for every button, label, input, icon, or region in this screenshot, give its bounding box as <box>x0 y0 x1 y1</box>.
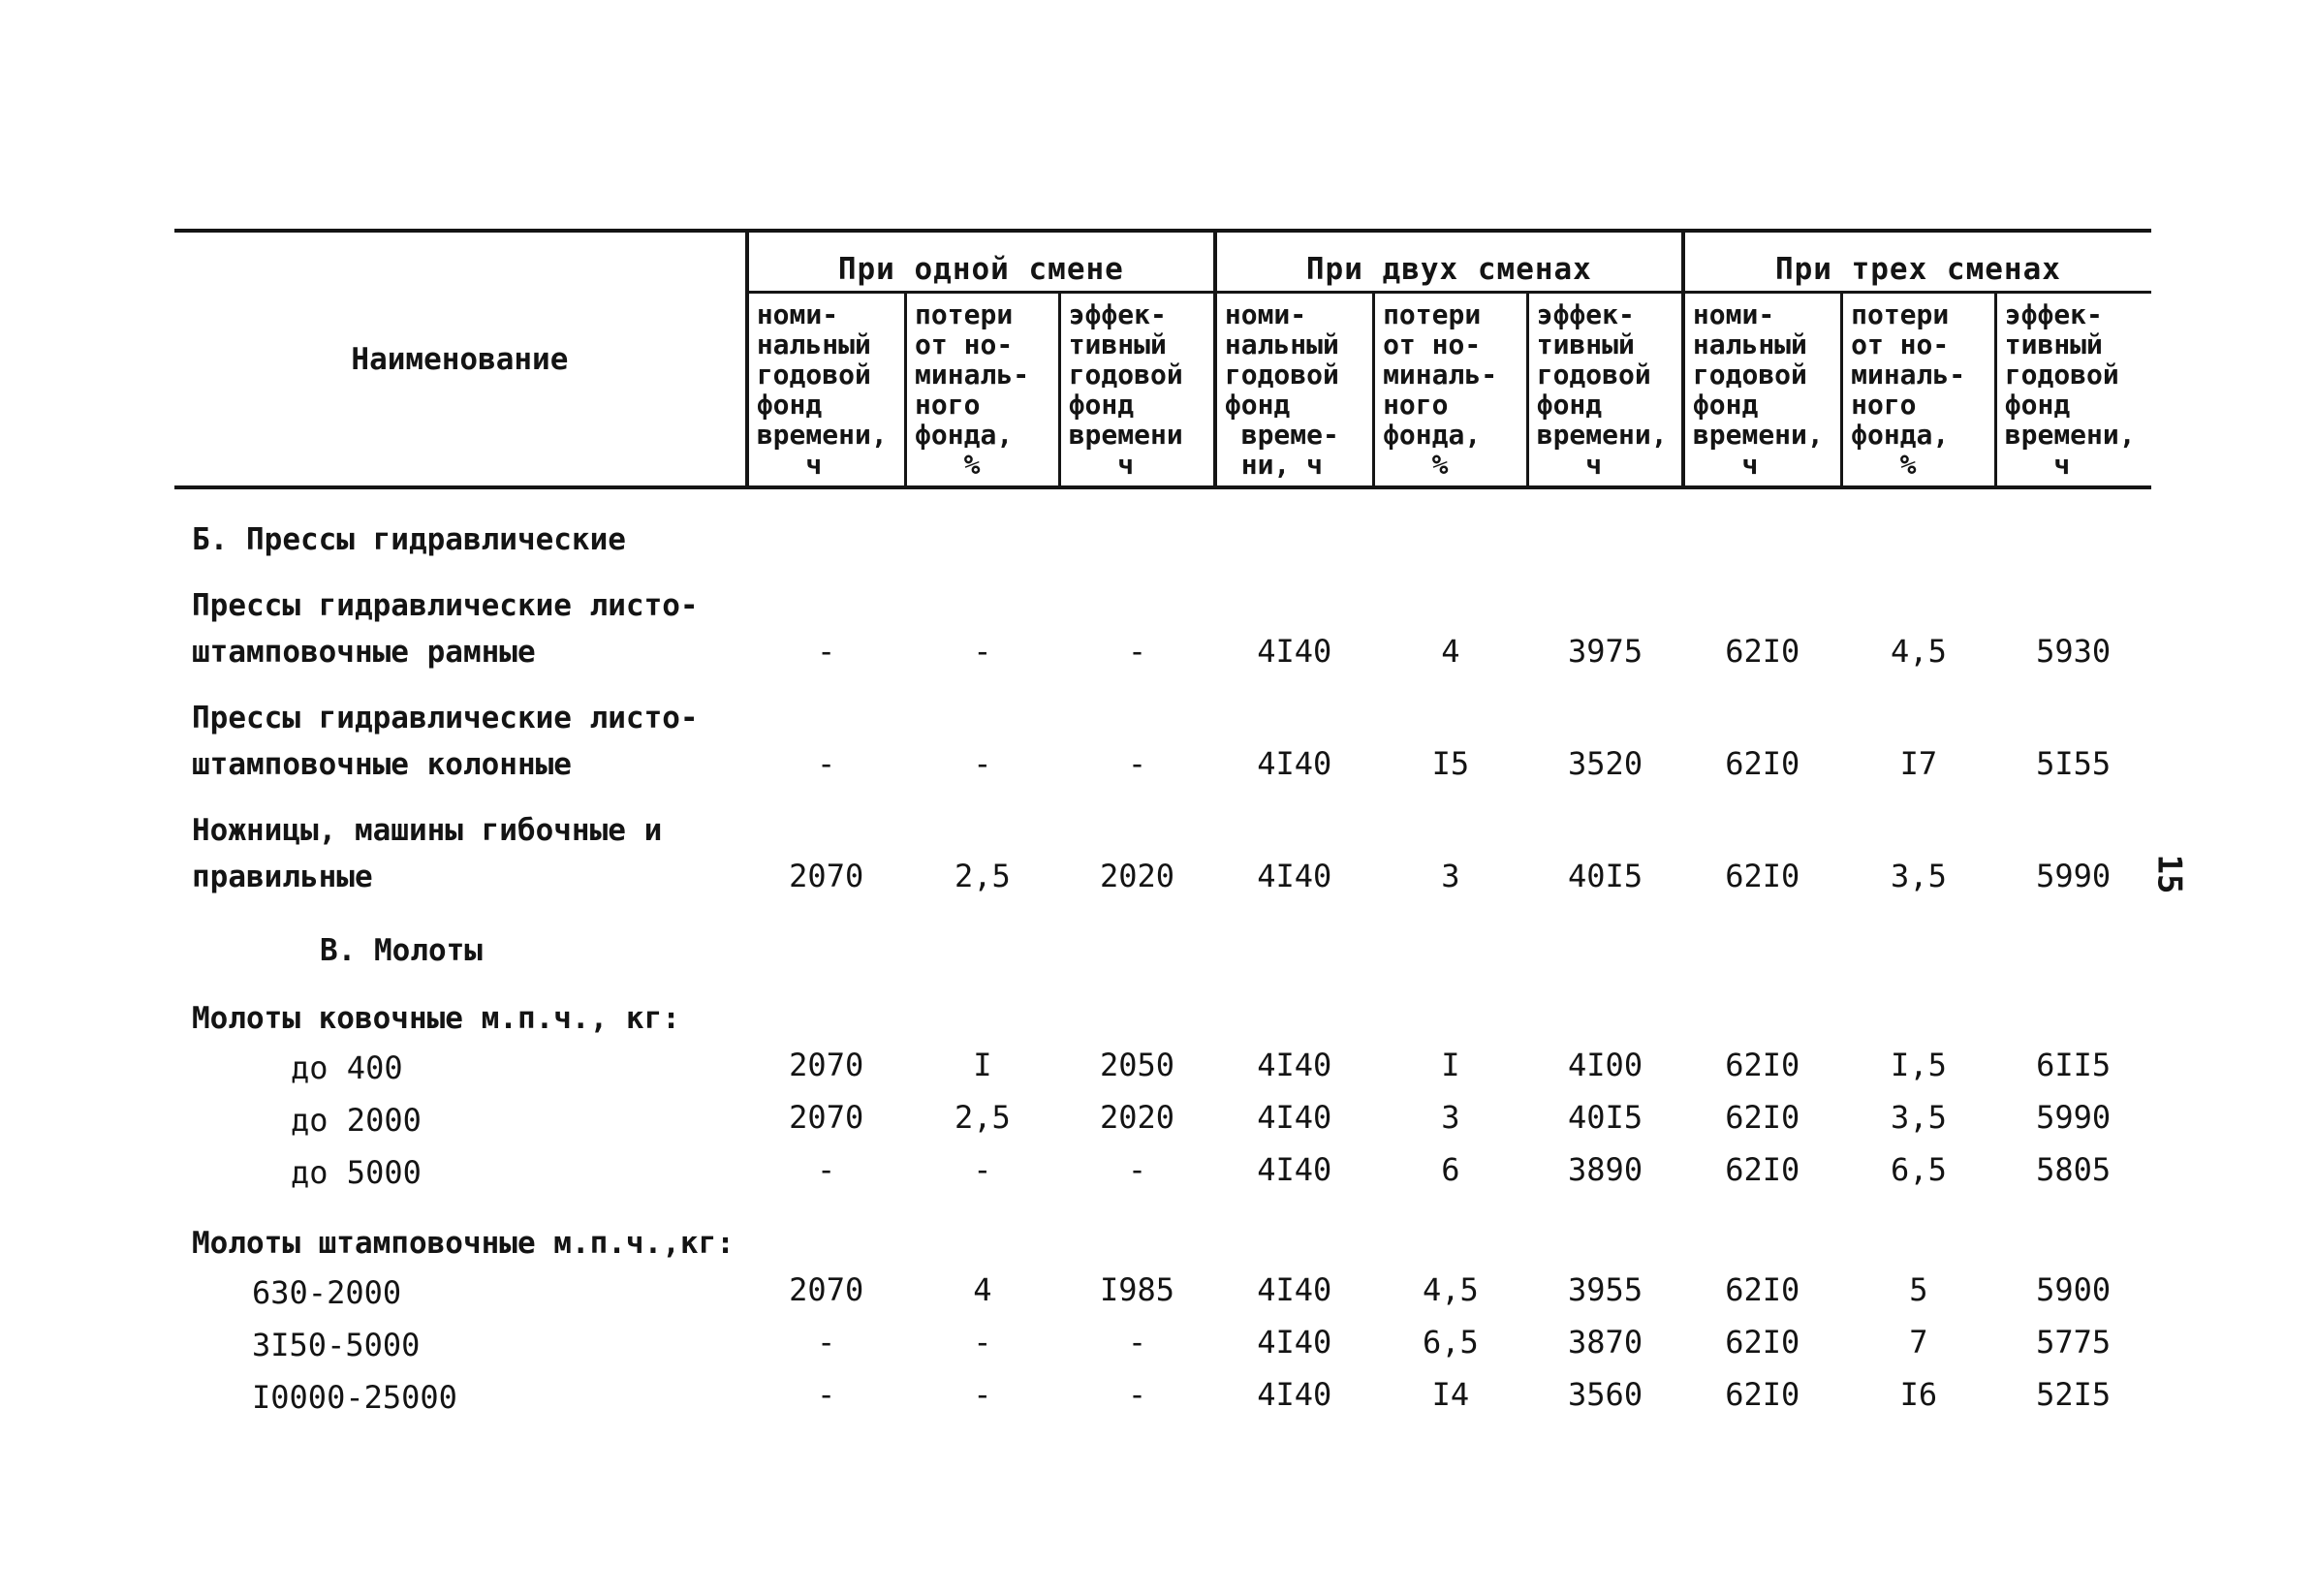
section-row <box>174 900 2151 974</box>
table-header <box>174 231 2151 487</box>
row-value: 4I40 <box>1257 1099 1332 1136</box>
row-value: 2,5 <box>954 858 1011 894</box>
row-value: 4I40 <box>1257 858 1332 894</box>
row-value: 4I00 <box>1568 1047 1643 1083</box>
row-name: Ножницы, машины гибочные и правильные <box>192 813 663 894</box>
row-value: 3955 <box>1568 1271 1643 1308</box>
row-value: 4I40 <box>1257 1047 1332 1083</box>
row-value: - <box>1127 1324 1147 1361</box>
row-value: - <box>1127 1151 1147 1188</box>
row-value: I <box>973 1047 992 1083</box>
row-value: 5I55 <box>2036 745 2112 782</box>
row-value: 52I5 <box>2036 1376 2112 1413</box>
row-value: 62I0 <box>1725 633 1800 670</box>
row-value: 62I0 <box>1725 858 1800 894</box>
row-value: 2070 <box>789 1271 864 1308</box>
row-value: - <box>817 1376 836 1413</box>
row-value: 4I40 <box>1257 1271 1332 1308</box>
subheader-effective: эффек- тивный годовой фонд времени, ч <box>1995 293 2151 488</box>
row-value: 3975 <box>1568 633 1643 670</box>
row-value: 3890 <box>1568 1151 1643 1188</box>
subheader-losses: потери от но- миналь- ного фонда, % <box>1842 293 1996 488</box>
row-value: 2070 <box>789 1099 864 1136</box>
row-name: Прессы гидравлические листо- штамповочные колонные <box>192 701 699 782</box>
row-value: 6,5 <box>1891 1151 1947 1188</box>
row-value: - <box>1127 633 1147 670</box>
row-value: 3560 <box>1568 1376 1643 1413</box>
row-value: - <box>973 1151 992 1188</box>
row-value: 2070 <box>789 858 864 894</box>
row-value: 4I40 <box>1257 1376 1332 1413</box>
row-name: до 400 <box>291 1049 403 1086</box>
row-name: 630-2000 <box>252 1274 402 1311</box>
row-value: - <box>973 1324 992 1361</box>
row-value: I <box>1441 1047 1460 1083</box>
row-value: 6II5 <box>2036 1047 2112 1083</box>
row-value: - <box>1127 1376 1147 1413</box>
subheader-losses: потери от но- миналь- ного фонда, % <box>1374 293 1528 488</box>
row-value: 4,5 <box>1423 1271 1479 1308</box>
row-value: 4 <box>973 1271 992 1308</box>
header-name: Наименование <box>174 231 747 487</box>
table-row <box>174 1267 2151 1319</box>
table-row <box>174 1042 2151 1094</box>
row-value: 62I0 <box>1725 1047 1800 1083</box>
row-value: 40I5 <box>1568 858 1643 894</box>
row-value: - <box>973 745 992 782</box>
row-value: - <box>817 1324 836 1361</box>
row-value: 5930 <box>2036 633 2112 670</box>
row-value: - <box>817 1151 836 1188</box>
header-group-three-shifts: При трех сменах <box>1683 231 2151 293</box>
page-number: 15 <box>2149 854 2189 894</box>
group-title: Молоты ковочные м.п.ч., кг: <box>192 1001 680 1036</box>
row-value: 62I0 <box>1725 1099 1800 1136</box>
row-value: 2020 <box>1099 1099 1175 1136</box>
subheader-effective: эффек- тивный годовой фонд времени ч <box>1059 293 1215 488</box>
row-value: 5805 <box>2036 1151 2112 1188</box>
time-fund-table <box>174 229 2151 1424</box>
row-value: - <box>1127 745 1147 782</box>
table-row <box>174 675 2151 788</box>
row-value: 62I0 <box>1725 1324 1800 1361</box>
row-value: 4I40 <box>1257 1151 1332 1188</box>
row-name: до 2000 <box>291 1102 422 1139</box>
table-body <box>174 487 2151 1424</box>
group-title-row <box>174 974 2151 1042</box>
subheader-nominal: номи- нальный годовой фонд времени, ч <box>747 293 906 488</box>
row-value: 5 <box>1909 1271 1928 1308</box>
row-name: I0000-25000 <box>252 1379 457 1416</box>
row-value: 4I40 <box>1257 633 1332 670</box>
table-row <box>174 788 2151 900</box>
subheader-nominal: номи- нальный годовой фонд времени, ч <box>1683 293 1842 488</box>
row-value: 3,5 <box>1891 1099 1947 1136</box>
table-row <box>174 1371 2151 1424</box>
section-title: В. Молоты <box>320 933 483 968</box>
header-group-one-shift: При одной смене <box>747 231 1215 293</box>
row-value: 62I0 <box>1725 1151 1800 1188</box>
row-value: - <box>817 633 836 670</box>
subheader-nominal: номи- нальный годовой фонд време- ни, ч <box>1215 293 1374 488</box>
row-value: 2050 <box>1099 1047 1175 1083</box>
row-value: 7 <box>1909 1324 1928 1361</box>
row-value: 5900 <box>2036 1271 2112 1308</box>
row-name: 3I50-5000 <box>252 1327 421 1363</box>
row-value: 4I40 <box>1257 1324 1332 1361</box>
row-value: 6 <box>1441 1151 1460 1188</box>
row-name: Прессы гидравлические листо- штамповочные рамные <box>192 588 699 670</box>
group-title: Молоты штамповочные м.п.ч.,кг: <box>192 1226 735 1261</box>
row-value: 2070 <box>789 1047 864 1083</box>
row-value: I,5 <box>1891 1047 1947 1083</box>
row-value: 3 <box>1441 858 1460 894</box>
row-value: 62I0 <box>1725 1376 1800 1413</box>
row-value: - <box>973 1376 992 1413</box>
table-row <box>174 563 2151 675</box>
row-value: 5990 <box>2036 1099 2112 1136</box>
subheader-effective: эффек- тивный годовой фонд времени, ч <box>1527 293 1683 488</box>
section-row <box>174 487 2151 563</box>
section-title: Б. Прессы гидравлические <box>192 522 626 557</box>
table-row <box>174 1146 2151 1199</box>
group-title-row <box>174 1199 2151 1267</box>
row-value: I985 <box>1099 1271 1175 1308</box>
row-value: 4 <box>1441 633 1460 670</box>
row-value: 5990 <box>2036 858 2112 894</box>
header-group-two-shifts: При двух сменах <box>1215 231 1683 293</box>
table-row <box>174 1319 2151 1371</box>
row-value: 62I0 <box>1725 1271 1800 1308</box>
row-value: - <box>817 745 836 782</box>
row-value: 3,5 <box>1891 858 1947 894</box>
row-value: 5775 <box>2036 1324 2112 1361</box>
row-value: 2020 <box>1099 858 1175 894</box>
subheader-losses: потери от но- миналь- ного фонда, % <box>906 293 1060 488</box>
row-value: 4I40 <box>1257 745 1332 782</box>
row-value: I7 <box>1899 745 1938 782</box>
row-value: I6 <box>1899 1376 1938 1413</box>
row-value: 40I5 <box>1568 1099 1643 1136</box>
row-value: 3520 <box>1568 745 1643 782</box>
row-value: I5 <box>1431 745 1470 782</box>
row-value: 6,5 <box>1423 1324 1479 1361</box>
row-value: 4,5 <box>1891 633 1947 670</box>
row-name: до 5000 <box>291 1154 422 1191</box>
row-value: 62I0 <box>1725 745 1800 782</box>
row-value: 3870 <box>1568 1324 1643 1361</box>
table-row <box>174 1094 2151 1146</box>
row-value: 2,5 <box>954 1099 1011 1136</box>
row-value: - <box>973 633 992 670</box>
row-value: 3 <box>1441 1099 1460 1136</box>
row-value: I4 <box>1431 1376 1470 1413</box>
